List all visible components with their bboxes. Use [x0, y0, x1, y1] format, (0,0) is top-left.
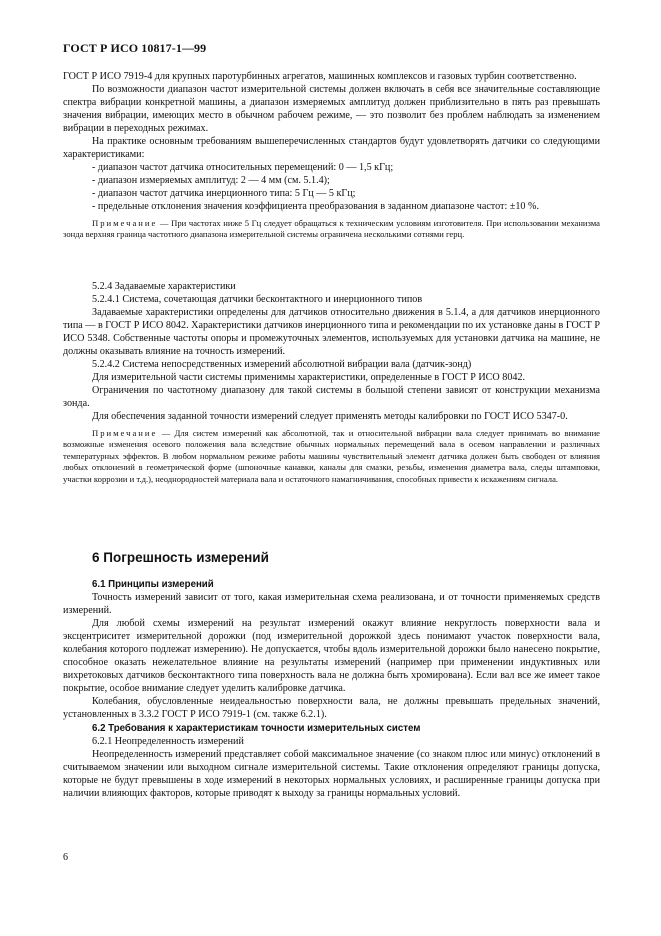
paragraph: Точность измерений зависит от того, какая измерительная схема реализована, и от точности применяемых средств измерений.: [63, 592, 600, 617]
paragraph: Неопределенность измерений представляет собой максимальное значение (со знаком плюс или минус) отклонений в считываемом значении или выходном сигнале измерительной системы. Такие отклонения определяют границы допуска, которые не будут превышены в ходе измерений в некоторых нормальных условиях, и расширенные границы допуска при наличии влияющих факторов, которые приводят к выходу за границы нормальных условий.: [63, 748, 600, 799]
paragraph: Колебания, обусловленные неидеальностью поверхности вала, не должны превышать предельных значений, установленных в 3.3.2 ГОСТ Р ИСО 7919-1 (см. также 6.2.1).: [63, 696, 600, 721]
paragraph: По возможности диапазон частот измерительной системы должен включать в себя все значительные составляющие спектра вибрации конкретной машины, а диапазон измеряемых амплитуд должен приблизительно в пять раз превышать значения вибрации, имеющих место в обычном рабочем режиме, — это позволит без проблем наблюдать за изменением вибрации в переходных режимах.: [63, 84, 600, 135]
section-heading: 6 Погрешность измерений: [92, 550, 269, 565]
paragraph: ГОСТ Р ИСО 7919-4 для крупных паротурбинных агрегатов, машинных комплексов и газовых турбин соответственно.: [63, 71, 577, 82]
subsection-heading: 5.2.4.2 Система непосредственных измерений абсолютной вибрации вала (датчик-зонд): [92, 359, 472, 371]
subsection-heading: 5.2.4.1 Система, сочетающая датчики бесконтактного и инерционного типов: [92, 294, 423, 306]
running-header: ГОСТ Р ИСО 10817-1—99: [63, 41, 207, 55]
page-number: 6: [63, 852, 68, 863]
note: [63, 218, 600, 241]
subsection-heading: 6.2.1 Неопределенность измерений: [92, 735, 244, 747]
section-6-body: [63, 578, 600, 800]
intro-block: [63, 70, 600, 241]
paragraph: Задаваемые характеристики определены для датчиков относительно движения в 5.1.4, а для датчиков инерционного типа — в ГОСТ Р ИСО 8042. Характеристики датчиков инерционного типа и рекомендации по их установке даны в ГОСТ Р ИСО 5348. Собственные частоты опоры и промежуточных элементов, используемых для установки датчика на машине, не должны оказывать влияние на точность измерений.: [63, 307, 600, 358]
note-text: — Для систем измерений как абсолютной, так и относительной вибрации вала следует принимать во внимание возможные изменения осевого положения вала вследствие обычных нормальных перемещений вала в осевом направлении и различных температурных эффектов. В любом нормальном режиме работы машины чувствительный элемент датчика должен быть свободен от влияния любых отклонений в геометрической форме (шпоночные канавки, каналы для смазки, резьбы, изменения диаметра вала, следы штамповки, участки коррозии и т.д.), неоднородностей материала вала и остаточного намагничивания, способных привести к искажениям сигнала.: [63, 427, 600, 484]
subsection-heading: 6.2 Требования к характеристикам точности измерительных систем: [92, 722, 421, 734]
list-item: - диапазон частот датчика инерционного типа: 5 Гц — 5 кГц;: [92, 188, 356, 200]
subsection-heading: 5.2.4 Задаваемые характеристики: [92, 281, 236, 292]
note: [63, 428, 600, 486]
list-item: - диапазон частот датчика относительных перемещений: 0 — 1,5 кГц;: [92, 162, 394, 174]
paragraph: Для измерительной части системы применимы характеристики, определенные в ГОСТ Р ИСО 8042.: [92, 372, 526, 384]
paragraph: На практике основным требованиям вышеперечисленных стандартов будут удовлетворять датчики со следующими характеристиками:: [63, 136, 600, 161]
paragraph: Для обеспечения заданной точности измерений следует применять методы калибровки по ГОСТ ИСО 5347-0.: [92, 411, 568, 423]
paragraph: Ограничения по частотному диапазону для такой системы в большой степени зависят от конструкции механизма зонда.: [63, 385, 600, 410]
note-text: — При частотах ниже 5 Гц следует обращаться к техническим условиям изготовителя. При использовании механизма зонда верхняя граница частотного диапазона измерительной системы ограничена несколькими сотнями герц.: [63, 217, 600, 240]
note-label: Примечание: [92, 427, 158, 438]
list-item: - предельные отклонения значения коэффициента преобразования в заданном диапазоне частот: ±10 %.: [92, 201, 539, 213]
list-item: - диапазон измеряемых амплитуд: 2 — 4 мм (см. 5.1.4);: [92, 175, 330, 187]
subsection-heading: 6.1 Принципы измерений: [92, 579, 214, 590]
note-label: Примечание: [92, 217, 158, 228]
paragraph: Для любой схемы измерений на результат измерений окажут влияние некруглость поверхности вала и эксцентриситет измерительной дорожки (под измерительной дорожкой здесь понимают участок поверхности вала, колебания которого подлежат измерению). Не допускается, чтобы вдоль измерительной дорожки было нанесено покрытие, способное оказать нежелательное влияние на результаты измерений (например при применении индуктивных или вихретоковых датчиков бесконтактного типа поверхность вала не должна быть хромирована). Если вал все же имеет такое покрытие, особое внимание следует уделить калибровке датчика.: [63, 618, 600, 695]
section-5-2-4: [63, 280, 600, 485]
